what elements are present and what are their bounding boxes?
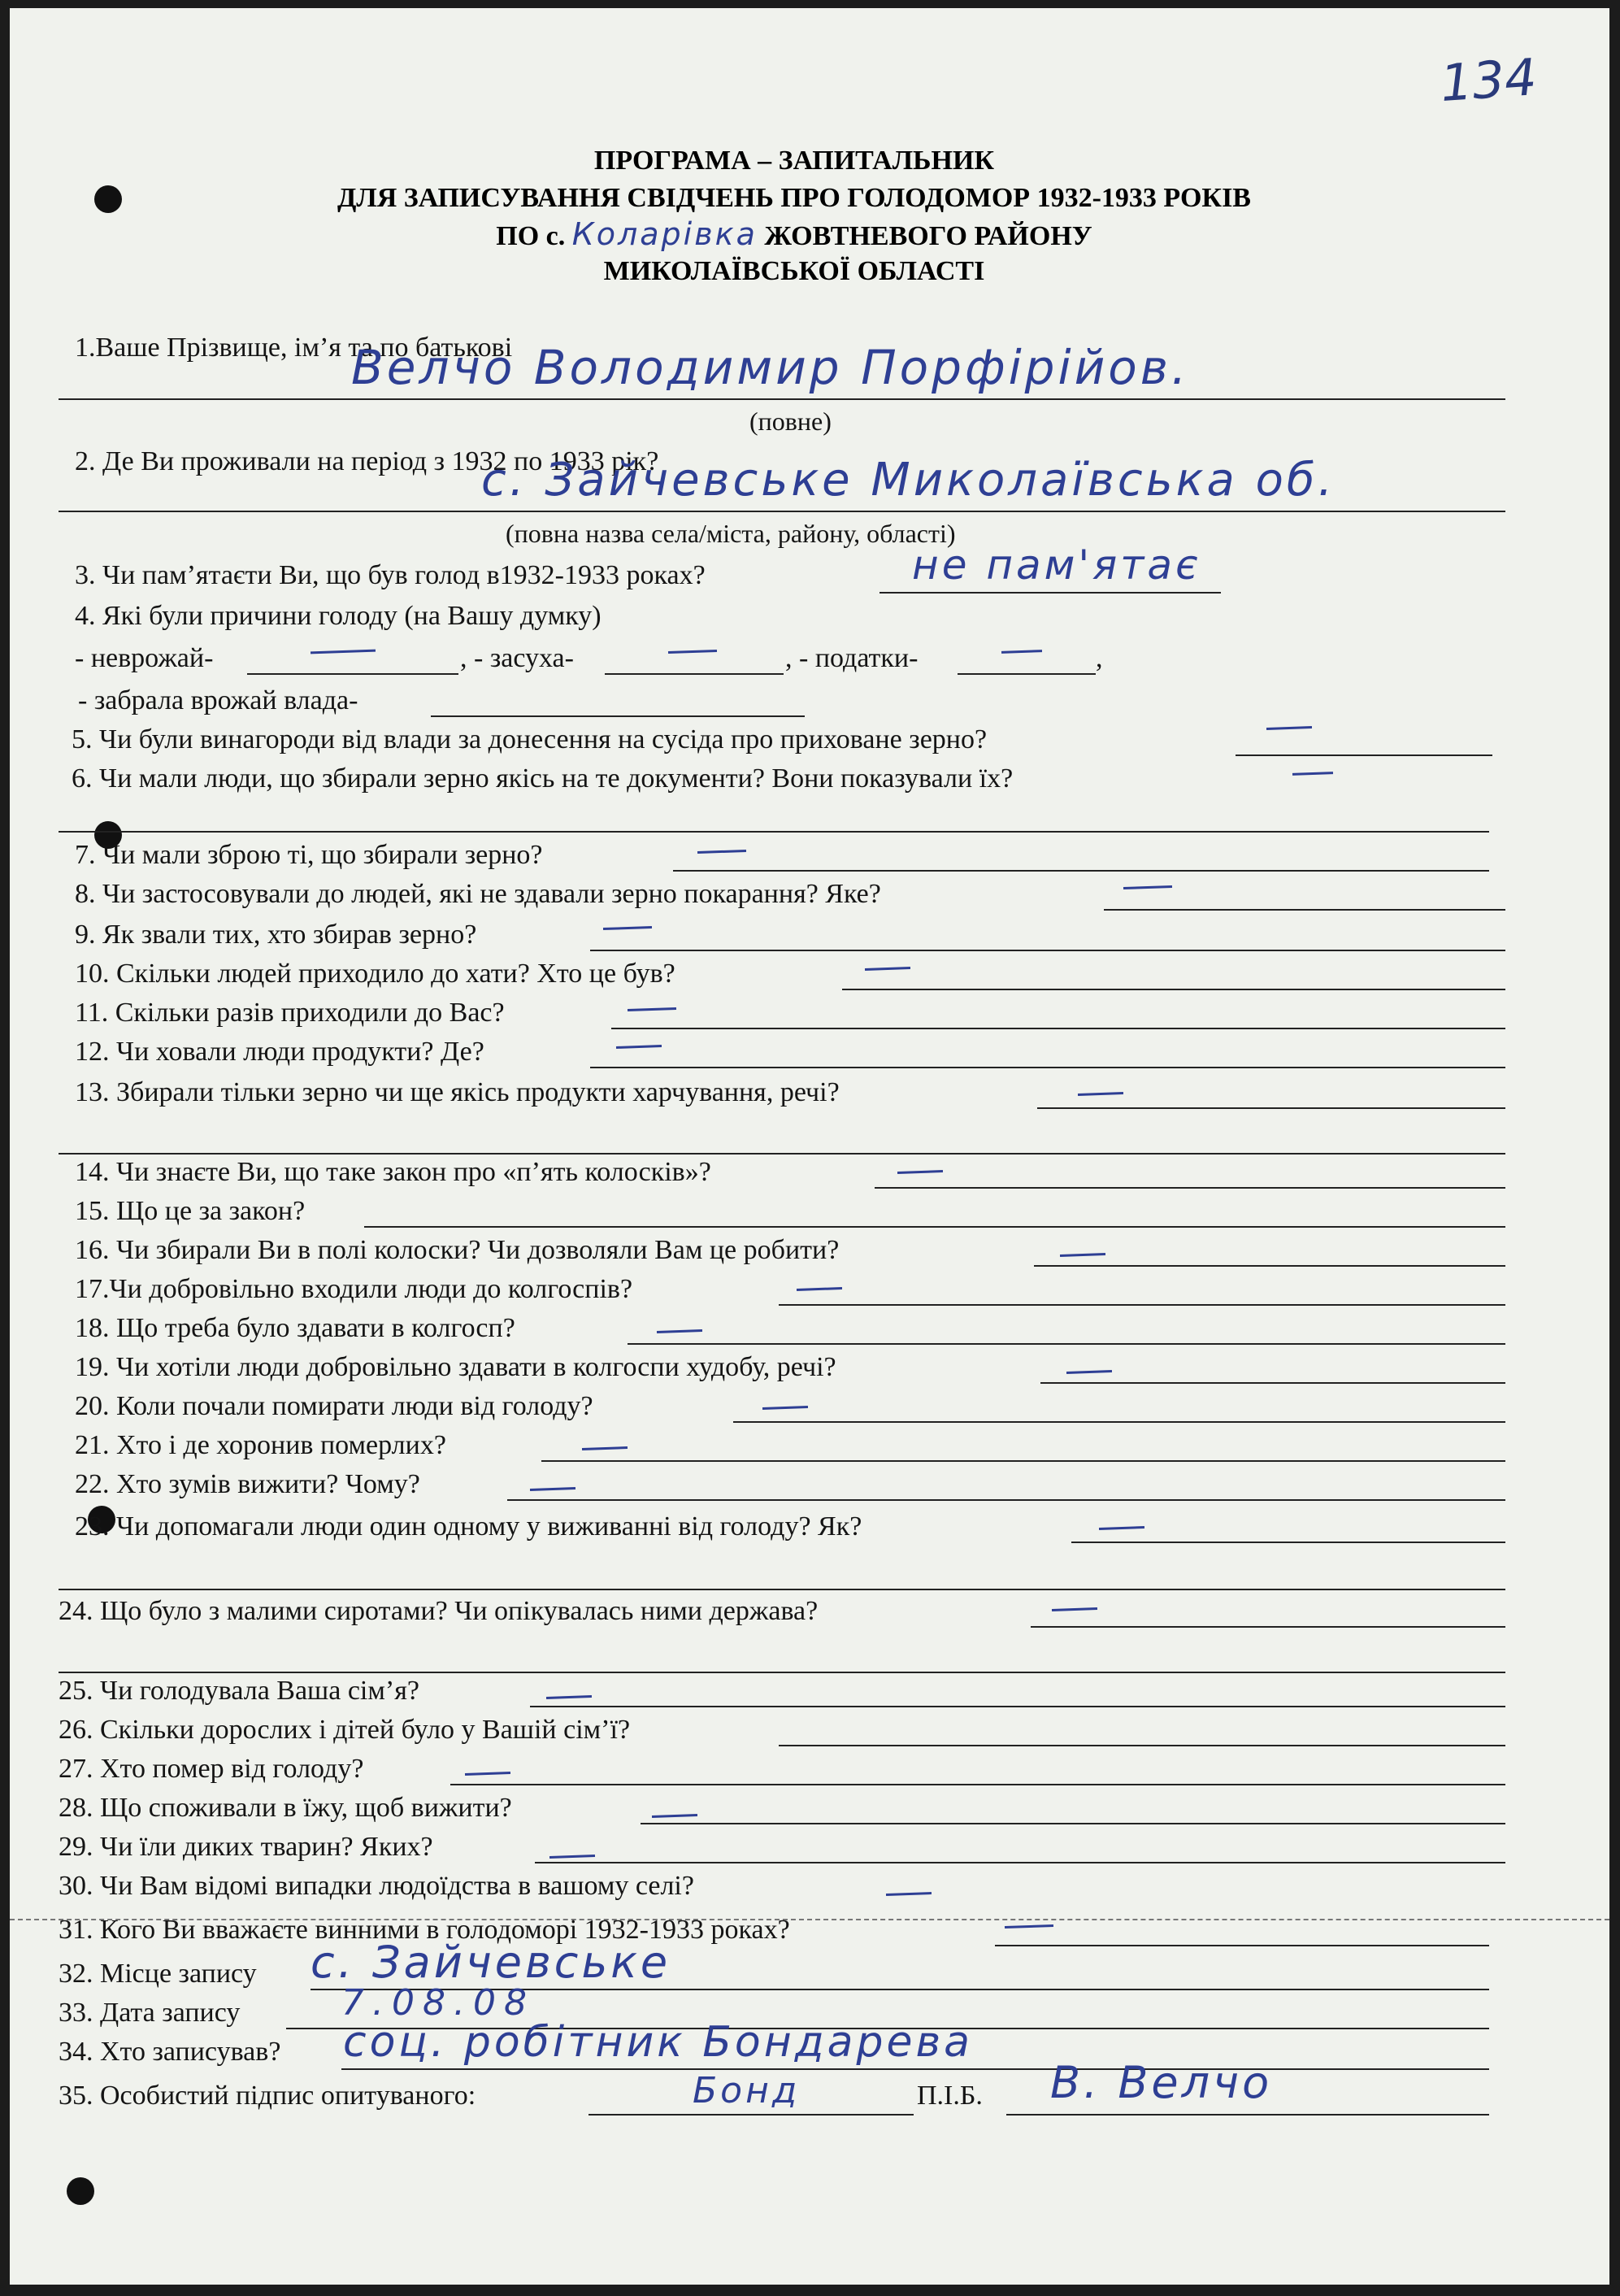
question-33-answer: 7.08.08	[341, 1982, 535, 2024]
answer-line	[431, 715, 805, 717]
question-7-label: 7. Чи мали зброю ті, що збирали зерно?	[75, 840, 543, 870]
question-12-label: 12. Чи ховали люди продукти? Де?	[75, 1037, 484, 1067]
cause-taxes: , - податки-	[785, 643, 919, 673]
handwritten-dash	[1005, 1924, 1053, 1929]
question-17-label: 17.Чи добровільно входили люди до колгоспів?	[75, 1274, 633, 1304]
question-31-label: 31. Кого Ви вважаєте винними в голодоморі 1932-1933 роках?	[59, 1915, 790, 1945]
cause-taxes-comma: ,	[1096, 643, 1103, 673]
question-3-answer: не пам'ятає	[912, 541, 1201, 589]
question-32-label: 32. Місце запису	[59, 1959, 257, 1989]
location-prefix: ПО с.	[496, 221, 566, 251]
question-23-label: 23. Чи допомагали люди один одному у виживанні від голоду? Як?	[75, 1511, 862, 1542]
answer-line	[59, 831, 1489, 833]
question-26-label: 26. Скільки дорослих і дітей було у Вашій сім’ї?	[59, 1715, 631, 1745]
handwritten-dash	[603, 926, 652, 930]
answer-line	[628, 1343, 1505, 1345]
question-19-label: 19. Чи хотіли люди добровільно здавати в колгоспи худобу, речі?	[75, 1352, 836, 1382]
answer-line	[364, 1226, 1505, 1228]
question-25-label: 25. Чи голодувала Ваша сім’я?	[59, 1676, 419, 1706]
handwritten-dash	[865, 967, 910, 971]
answer-line	[1236, 754, 1492, 756]
question-35-label: 35. Особистий підпис опитуваного:	[59, 2081, 476, 2111]
handwritten-dash	[1052, 1607, 1097, 1611]
handwritten-dash	[1066, 1370, 1112, 1374]
answer-line	[1071, 1542, 1505, 1543]
handwritten-dash	[530, 1487, 575, 1491]
answer-line	[59, 1589, 1505, 1590]
question-32-answer: с. Зайчевське	[311, 1937, 671, 1988]
question-1-label: 1.Ваше Прізвище, ім’я та по батькові	[75, 333, 513, 363]
handwritten-dash	[897, 1170, 943, 1174]
handwritten-dash	[886, 1892, 932, 1896]
handwritten-dash	[652, 1814, 697, 1818]
answer-line	[1034, 1265, 1505, 1267]
question-4-label: 4. Які були причини голоду (на Вашу думку)	[75, 601, 602, 631]
answer-line	[1104, 909, 1505, 911]
answer-line	[995, 1945, 1489, 1946]
handwritten-dash	[311, 650, 376, 654]
question-10-label: 10. Скільки людей приходило до хати? Хто це був?	[75, 959, 675, 989]
respondent-signature: Бонд	[693, 2070, 801, 2111]
answer-line	[1006, 2114, 1489, 2116]
question-6-label: 6. Чи мали люди, що збирали зерно якісь на те документи? Вони показували їх?	[72, 763, 1014, 794]
question-8-label: 8. Чи застосовували до людей, які не здавали зерно покарання? Яке?	[75, 879, 881, 909]
question-34-label: 34. Хто записував?	[59, 2037, 281, 2067]
question-20-label: 20. Коли почали помирати люди від голоду?	[75, 1391, 593, 1421]
handwritten-dash	[1078, 1092, 1123, 1096]
pib-answer: В. Велчо	[1050, 2057, 1273, 2108]
handwritten-dash	[668, 650, 717, 654]
answer-line	[450, 1784, 1505, 1785]
answer-line	[541, 1460, 1505, 1462]
handwritten-dash	[697, 850, 746, 854]
answer-line	[875, 1187, 1505, 1189]
question-9-label: 9. Як звали тих, хто збирав зерно?	[75, 920, 477, 950]
handwritten-dash	[465, 1772, 510, 1776]
answer-line	[958, 673, 1096, 675]
answer-line	[507, 1499, 1505, 1501]
handwritten-dash	[657, 1329, 702, 1333]
form-title: ПРОГРАМА – ЗАПИТАЛЬНИК	[593, 146, 995, 176]
handwritten-dash	[616, 1045, 662, 1049]
handwritten-dash	[797, 1287, 842, 1291]
answer-line	[341, 2068, 1489, 2070]
answer-line	[247, 673, 458, 675]
answer-line	[673, 870, 1489, 872]
answer-line	[1031, 1626, 1505, 1628]
question-3-label: 3. Чи пам’ятаєти Ви, що був голод в1932-1933 роках?	[75, 560, 706, 590]
question-27-label: 27. Хто помер від голоду?	[59, 1754, 364, 1784]
question-24-label: 24. Що було з малими сиротами? Чи опікувалась ними держава?	[59, 1596, 819, 1626]
question-21-label: 21. Хто і де хоронив померлих?	[75, 1430, 446, 1460]
answer-line	[611, 1028, 1505, 1029]
question-14-label: 14. Чи знаєте Ви, що таке закон про «п’ять колосків»?	[75, 1157, 711, 1187]
location-suffix: ЖОВТНЕВОГО РАЙОНУ	[764, 221, 1092, 251]
question-33-label: 33. Дата запису	[59, 1998, 241, 2028]
answer-line	[779, 1304, 1505, 1306]
answer-line	[530, 1706, 1505, 1707]
handwritten-dash	[549, 1855, 595, 1859]
answer-line	[779, 1745, 1505, 1746]
answer-line	[535, 1862, 1505, 1863]
answer-line	[59, 398, 1505, 400]
question-13-label: 13. Збирали тільки зерно чи ще якісь продукти харчування, речі?	[75, 1077, 840, 1107]
question-11-label: 11. Скільки разів приходили до Вас?	[75, 998, 505, 1028]
question-29-label: 29. Чи їли диких тварин? Яких?	[59, 1832, 433, 1862]
answer-line	[1037, 1107, 1505, 1109]
question-30-label: 30. Чи Вам відомі випадки людоїдства в вашому селі?	[59, 1871, 694, 1901]
answer-line	[879, 592, 1221, 594]
handwritten-dash	[1292, 772, 1333, 776]
question-18-label: 18. Що треба було здавати в колгосп?	[75, 1313, 515, 1343]
answer-line	[590, 1067, 1505, 1068]
answer-line	[1040, 1382, 1505, 1384]
answer-line	[842, 989, 1505, 990]
handwritten-dash	[628, 1007, 676, 1011]
cause-authorities-took-harvest: - забрала врожай влада-	[78, 685, 358, 715]
answer-line	[59, 1672, 1505, 1673]
answer-line	[59, 1153, 1505, 1155]
handwritten-dash	[1123, 885, 1172, 889]
handwritten-dash	[762, 1406, 808, 1410]
question-2-note: (повна назва села/міста, району, області)	[506, 519, 956, 548]
question-16-label: 16. Чи збирали Ви в полі колоски? Чи дозволяли Вам це робити?	[75, 1235, 840, 1265]
page-number: 134	[1438, 46, 1539, 114]
question-5-label: 5. Чи були винагороди від влади за донесення на сусіда про приховане зерно?	[72, 724, 988, 754]
question-28-label: 28. Що споживали в їжу, щоб вижити?	[59, 1793, 512, 1823]
answer-line	[59, 511, 1505, 512]
question-1-note: (повне)	[749, 407, 832, 436]
answer-line	[605, 673, 784, 675]
answer-line	[590, 950, 1505, 951]
answer-line	[588, 2114, 914, 2116]
cause-crop-failure: - неврожай-	[75, 643, 214, 673]
document-page	[10, 8, 1609, 2285]
handwritten-dash	[582, 1446, 628, 1450]
question-2-answer: с. Зайчевське Миколаївська об.	[481, 454, 1336, 507]
question-15-label: 15. Що це за закон?	[75, 1196, 306, 1226]
form-subtitle: ДЛЯ ЗАПИСУВАННЯ СВІДЧЕНЬ ПРО ГОЛОДОМОР 1932-1933 РОКІВ	[337, 183, 1251, 213]
question-1-answer: Велчо Володимир Порфірійов.	[351, 340, 1190, 395]
handwritten-dash	[1099, 1526, 1144, 1530]
handwritten-dash	[1266, 726, 1312, 730]
form-region: МИКОЛАЇВСЬКОЇ ОБЛАСТІ	[603, 256, 985, 286]
answer-line	[733, 1421, 1505, 1423]
question-34-answer: соц. робітник Бондарева	[343, 2018, 974, 2067]
handwritten-dash	[1060, 1253, 1105, 1257]
question-22-label: 22. Хто зумів вижити? Чому?	[75, 1469, 420, 1499]
question-2-label: 2. Де Ви проживали на період з 1932 по 1933 рік?	[75, 446, 659, 476]
handwritten-dash	[1001, 650, 1042, 654]
village-handwritten: Коларівка	[571, 216, 758, 252]
form-location-line	[10, 218, 1579, 253]
answer-line	[641, 1823, 1505, 1824]
punch-hole	[67, 2177, 94, 2205]
handwritten-dash	[546, 1695, 592, 1699]
pib-label: П.І.Б.	[917, 2081, 983, 2111]
cause-drought: , - засуха-	[460, 643, 574, 673]
